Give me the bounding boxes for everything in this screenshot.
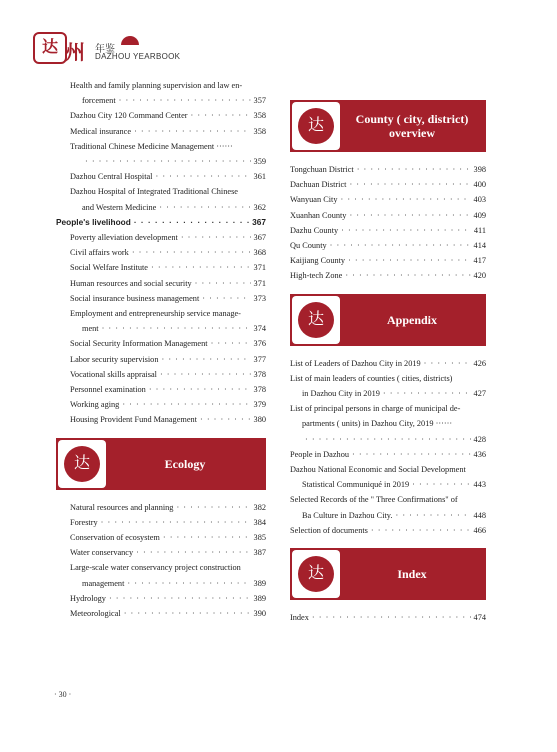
toc-entry-text: Dazhou City 120 Command Center	[70, 111, 188, 121]
page-ref: 367	[252, 216, 266, 227]
leader-dots	[383, 386, 471, 401]
toc-entry-text: Dazhou Central Hospital	[70, 172, 153, 182]
logo-subtitle: DAZHOU YEARBOOK	[95, 52, 181, 61]
toc-entry[interactable]	[56, 306, 266, 336]
toc-entry-text: List of main leaders of counties ( cities, districts)	[290, 373, 453, 383]
page-ref: 374	[253, 324, 266, 334]
page-ref: 448	[473, 510, 486, 520]
leader-dots	[134, 124, 250, 139]
emblem-icon	[292, 296, 340, 344]
toc-entry-text: Dazhou Hospital of Integrated Traditional Chinese	[70, 187, 238, 197]
toc-entry-text: Social Security Information Management	[70, 339, 208, 349]
toc-entry-text: Civil affairs work	[70, 248, 129, 258]
toc-entry-text: Hydrology	[70, 593, 106, 603]
toc-entry[interactable]	[290, 492, 486, 522]
page-ref: 362	[253, 202, 266, 212]
toc-entry-text: Qu County	[290, 241, 327, 251]
leader-dots	[330, 238, 471, 253]
page-ref: 403	[473, 195, 486, 205]
toc-entry[interactable]	[56, 606, 266, 621]
toc-entry[interactable]	[290, 177, 486, 192]
toc-entry[interactable]	[290, 162, 486, 177]
toc-entry[interactable]	[290, 238, 486, 253]
toc-entry[interactable]	[56, 412, 266, 427]
toc-entry-text: List of Leaders of Dazhou City in 2019	[290, 358, 421, 368]
page-ref: 436	[473, 449, 486, 459]
leader-dots	[85, 154, 251, 169]
toc-entry-text: Conservation of ecosystem	[70, 533, 160, 543]
leader-dots	[412, 477, 470, 492]
section-banner	[290, 548, 486, 600]
toc-entry-text: Tongchuan District	[290, 165, 354, 174]
leader-dots	[156, 169, 251, 184]
toc-entry[interactable]	[56, 108, 266, 123]
page-ref: 359	[253, 157, 266, 167]
toc-entry-text: Index	[290, 613, 309, 623]
leader-dots	[122, 397, 250, 412]
page-ref: 390	[253, 609, 266, 619]
seal-icon: 达	[64, 446, 100, 482]
logo-seal-icon	[33, 32, 67, 64]
leader-dots	[149, 382, 251, 397]
toc-entry-text: Traditional Chinese Medicine Management ······	[70, 141, 233, 151]
page-ref: 400	[473, 180, 486, 190]
leader-dots	[371, 523, 471, 538]
toc-entry-text: Forestry	[70, 517, 98, 527]
toc-entry[interactable]	[290, 462, 486, 492]
page-ref: 358	[253, 126, 266, 136]
toc-entry-text: Wanyuan City	[290, 195, 338, 205]
toc-entry[interactable]	[56, 169, 266, 184]
leader-dots	[357, 162, 471, 177]
page-ref: 426	[473, 358, 486, 368]
section-banner	[290, 294, 486, 346]
page-ref: 384	[253, 517, 266, 527]
toc-entry-text: Large-scale water conservancy project construction	[70, 563, 241, 573]
emblem-icon	[292, 102, 340, 150]
page-ref: 428	[473, 434, 486, 444]
toc-entry-text: List of principal persons in charge of municipal de-	[290, 404, 461, 414]
toc-entry[interactable]	[290, 192, 486, 207]
page-ref: 466	[473, 525, 486, 535]
logo-char: 达	[41, 39, 58, 56]
page-ref: 361	[253, 172, 266, 182]
emblem-icon	[58, 440, 106, 488]
toc-entry[interactable]	[290, 447, 486, 462]
section-banner	[56, 438, 266, 490]
leader-dots	[312, 610, 471, 625]
leader-dots	[395, 508, 470, 523]
seal-icon: 达	[298, 302, 334, 338]
page-ref: 373	[253, 293, 266, 303]
toc-entry[interactable]	[56, 336, 266, 351]
toc-entry-text: Medical insurance	[70, 126, 132, 136]
toc-entry[interactable]	[56, 515, 266, 530]
toc-entry-text: in Dazhou City in 2019	[302, 389, 380, 399]
toc-entry[interactable]	[56, 367, 266, 382]
emblem-icon	[292, 550, 340, 598]
toc-entry-text: Employment and entrepreneurship service manage-	[70, 309, 241, 319]
toc-entry[interactable]	[290, 523, 486, 538]
leader-dots	[159, 200, 250, 215]
yearbook-header	[33, 30, 233, 70]
toc-entry-text: Dazhu County	[290, 225, 339, 235]
toc-entry-text: Social insurance business management	[70, 293, 200, 303]
toc-entry[interactable]	[290, 610, 486, 625]
toc-entry[interactable]	[290, 208, 486, 223]
toc-entry[interactable]	[290, 371, 486, 401]
page-ref: 411	[473, 225, 486, 235]
toc-entry-text: Vocational skills appraisal	[70, 369, 157, 379]
toc-entry-text: Statistical Communiqué in 2019	[302, 480, 410, 490]
page-ref: 382	[253, 502, 266, 512]
page-ref: 420	[473, 271, 486, 281]
logo-city: 州	[65, 42, 85, 64]
toc-entry[interactable]	[56, 560, 266, 590]
leader-dots	[348, 253, 470, 268]
toc-entry-text: Ba Culture in Dazhou City.	[302, 510, 393, 520]
toc-entry-text: Selected Records of the " Three Confirmations" of	[290, 495, 458, 505]
page-ref: 417	[473, 256, 486, 266]
toc-entry-text: Housing Provident Fund Management	[70, 415, 197, 425]
page-ref: 427	[473, 389, 486, 399]
toc-entry-text: Social Welfare Institute	[70, 263, 148, 273]
page-ref: 371	[253, 263, 266, 273]
page-ref: 409	[473, 210, 486, 220]
section-title: Ecology	[164, 456, 206, 471]
toc-entry-text: Human resources and social security	[70, 278, 192, 288]
hill-icon	[121, 36, 139, 45]
toc-entry[interactable]	[56, 139, 266, 169]
leader-dots	[305, 432, 471, 447]
toc-entry[interactable]	[56, 245, 266, 260]
leader-dots	[181, 230, 251, 245]
toc-entry[interactable]	[56, 230, 266, 245]
leader-dots	[345, 268, 470, 283]
toc-entry[interactable]	[56, 184, 266, 214]
page-ref: 376	[253, 339, 266, 349]
toc-entry-text: partments ( units) in Dazhou City, 2019 ······	[302, 419, 453, 429]
toc-entry[interactable]	[56, 545, 266, 560]
page-number: · 30 ·	[54, 690, 72, 699]
toc-entry[interactable]	[56, 124, 266, 139]
toc-entry-text: Working aging	[70, 400, 120, 410]
seal-icon: 达	[298, 108, 334, 144]
page-ref: 368	[253, 248, 266, 258]
toc-entry-text: High-tech Zone	[290, 271, 343, 281]
leader-dots	[124, 606, 251, 621]
section-title: Appendix	[386, 312, 438, 327]
toc-entry-text: Meteorological	[70, 609, 121, 619]
toc-entry[interactable]	[56, 78, 266, 108]
leader-dots	[349, 208, 470, 223]
page-ref: 378	[253, 369, 266, 379]
leader-dots	[109, 591, 251, 606]
leader-dots	[136, 545, 250, 560]
toc-column-left	[56, 78, 266, 621]
logo-year: 年鉴	[95, 44, 115, 55]
leader-dots	[161, 352, 250, 367]
toc-entry-text: People in Dazhou	[290, 449, 349, 459]
leader-dots	[202, 291, 250, 306]
page-ref: 385	[253, 533, 266, 543]
toc-entry[interactable]	[56, 530, 266, 545]
toc-entry[interactable]	[56, 260, 266, 275]
page-ref: 414	[473, 241, 486, 251]
toc-entry[interactable]	[56, 291, 266, 306]
toc-entry-text: Water conservancy	[70, 548, 134, 558]
leader-dots	[102, 321, 251, 336]
leader-dots	[424, 356, 471, 371]
leader-dots	[176, 500, 250, 515]
page-ref: 474	[473, 613, 486, 623]
toc-entry[interactable]	[56, 215, 266, 230]
toc-entry-text: Personnel examination	[70, 385, 146, 395]
section-banner	[290, 100, 486, 152]
toc-entry-text: Poverty alleviation development	[70, 233, 178, 243]
leader-dots	[134, 215, 249, 230]
page-ref: 371	[253, 278, 266, 288]
toc-entry[interactable]	[56, 591, 266, 606]
toc-entry[interactable]	[290, 223, 486, 238]
page-ref: 443	[473, 480, 486, 490]
section-title: Index	[397, 567, 427, 582]
leader-dots	[160, 367, 251, 382]
toc-entry[interactable]	[56, 500, 266, 515]
toc-entry-text: Natural resources and planning	[70, 502, 174, 512]
page-ref: 398	[473, 165, 486, 174]
toc-entry[interactable]	[290, 268, 486, 283]
page-ref: 389	[253, 578, 266, 588]
toc-entry-text: Health and family planning supervision and law en-	[70, 81, 243, 90]
leader-dots	[119, 93, 251, 108]
page-ref: 367	[253, 233, 266, 243]
toc-entry[interactable]	[56, 397, 266, 412]
leader-dots	[191, 108, 251, 123]
leader-dots	[195, 276, 251, 291]
leader-dots	[163, 530, 251, 545]
leader-dots	[341, 223, 471, 238]
toc-entry-text: and Western Medicine	[82, 202, 157, 212]
leader-dots	[132, 245, 251, 260]
page-ref: 377	[253, 354, 266, 364]
toc-entry-text: People's livelihood	[56, 216, 131, 227]
toc-entry[interactable]	[290, 253, 486, 268]
toc-entry[interactable]	[290, 356, 486, 371]
seal-icon: 达	[298, 556, 334, 592]
toc-column-right	[290, 90, 486, 625]
toc-entry-text: forcement	[82, 96, 116, 106]
leader-dots	[349, 177, 470, 192]
toc-entry-text: management	[82, 578, 125, 588]
page-ref: 379	[253, 400, 266, 410]
leader-dots	[200, 412, 251, 427]
leader-dots	[211, 336, 251, 351]
toc-entry[interactable]	[56, 352, 266, 367]
toc-entry[interactable]	[290, 401, 486, 447]
toc-entry-text: Xuanhan County	[290, 210, 347, 220]
page-ref: 357	[253, 96, 266, 106]
page-ref: 389	[253, 593, 266, 603]
toc-entry-text: Labor security supervision	[70, 354, 159, 364]
page-ref: 378	[253, 385, 266, 395]
leader-dots	[341, 192, 471, 207]
page-ref: 358	[253, 111, 266, 121]
toc-entry-text: Dachuan District	[290, 180, 347, 190]
toc-entry-text: Dazhou National Economic and Social Development	[290, 465, 466, 475]
toc-entry[interactable]	[56, 276, 266, 291]
toc-entry[interactable]	[56, 382, 266, 397]
leader-dots	[352, 447, 471, 462]
leader-dots	[151, 260, 251, 275]
leader-dots	[101, 515, 251, 530]
toc-entry-text: ment	[82, 324, 99, 334]
page-ref: 387	[253, 548, 266, 558]
section-title: County ( city, district) overview	[355, 112, 469, 140]
toc-entry-text: Kaijiang County	[290, 256, 346, 266]
leader-dots	[127, 576, 250, 591]
toc-entry-text: Selection of documents	[290, 525, 368, 535]
page-ref: 380	[253, 415, 266, 425]
